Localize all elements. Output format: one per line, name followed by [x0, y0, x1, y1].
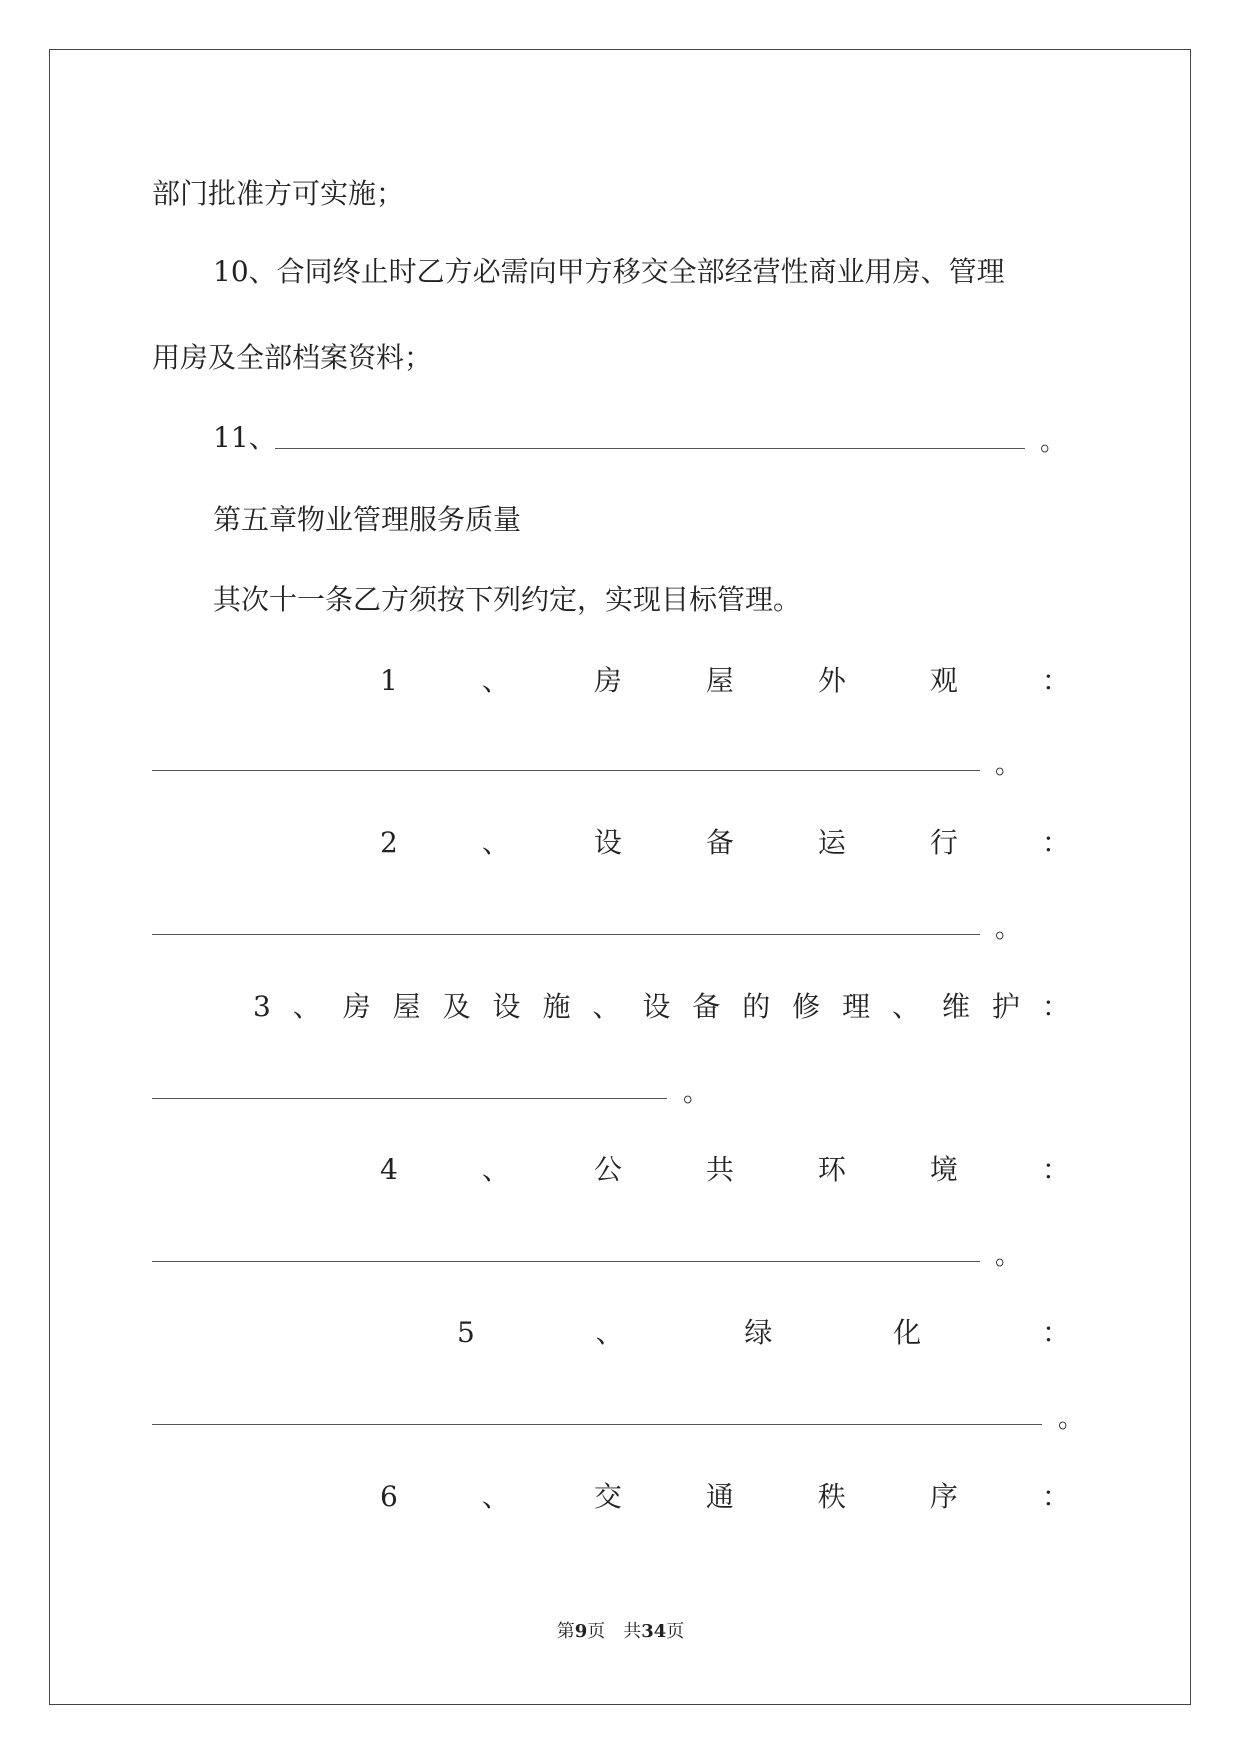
item-4-blank[interactable]	[152, 1261, 980, 1262]
total-pages: 34	[641, 1621, 667, 1642]
item-1-end: 。	[995, 750, 1022, 780]
clause-11-end: 。	[1040, 427, 1067, 457]
clause-11-blank[interactable]	[275, 448, 1025, 449]
page-frame	[49, 49, 1191, 1705]
item-3-label: 3 、 房 屋 及 设 施 、 设 备 的 修 理 、 维 护 ：	[253, 990, 1070, 1023]
item-6-label: 6 、 交 通 秩 序 ：	[380, 1480, 1070, 1513]
paragraph-continuation: 部门批准方可实施；	[152, 177, 405, 210]
item-3-blank[interactable]	[152, 1098, 667, 1099]
article-21: 其次十一条乙方须按下列约定，实现目标管理。	[213, 583, 802, 616]
item-1-blank[interactable]	[152, 770, 980, 771]
current-page: 9	[574, 1621, 588, 1642]
clause-11-number: 11、	[213, 421, 277, 454]
item-5-label: 5 、 绿 化 ：	[457, 1316, 1070, 1349]
item-1-label: 1 、 房 屋 外 观 ：	[380, 664, 1070, 697]
item-4-label: 4 、 公 共 环 境 ：	[380, 1153, 1070, 1186]
footer-pre: 第	[556, 1621, 575, 1642]
footer-post: 页	[666, 1621, 685, 1642]
item-4-end: 。	[995, 1241, 1022, 1271]
clause-10: 10、合同终止时乙方必需向甲方移交全部经营性商业用房、管理	[213, 255, 1005, 288]
item-2-blank[interactable]	[152, 934, 980, 935]
item-2-label: 2 、 设 备 运 行 ：	[380, 826, 1070, 859]
item-3-end: 。	[683, 1078, 710, 1108]
item-5-end: 。	[1058, 1404, 1085, 1434]
page-footer	[0, 1620, 1241, 1644]
footer-mid: 页 共	[587, 1621, 642, 1642]
chapter-heading: 第五章物业管理服务质量	[213, 503, 522, 536]
item-5-blank[interactable]	[152, 1424, 1042, 1425]
clause-10-continuation: 用房及全部档案资料；	[152, 341, 433, 374]
item-2-end: 。	[995, 914, 1022, 944]
